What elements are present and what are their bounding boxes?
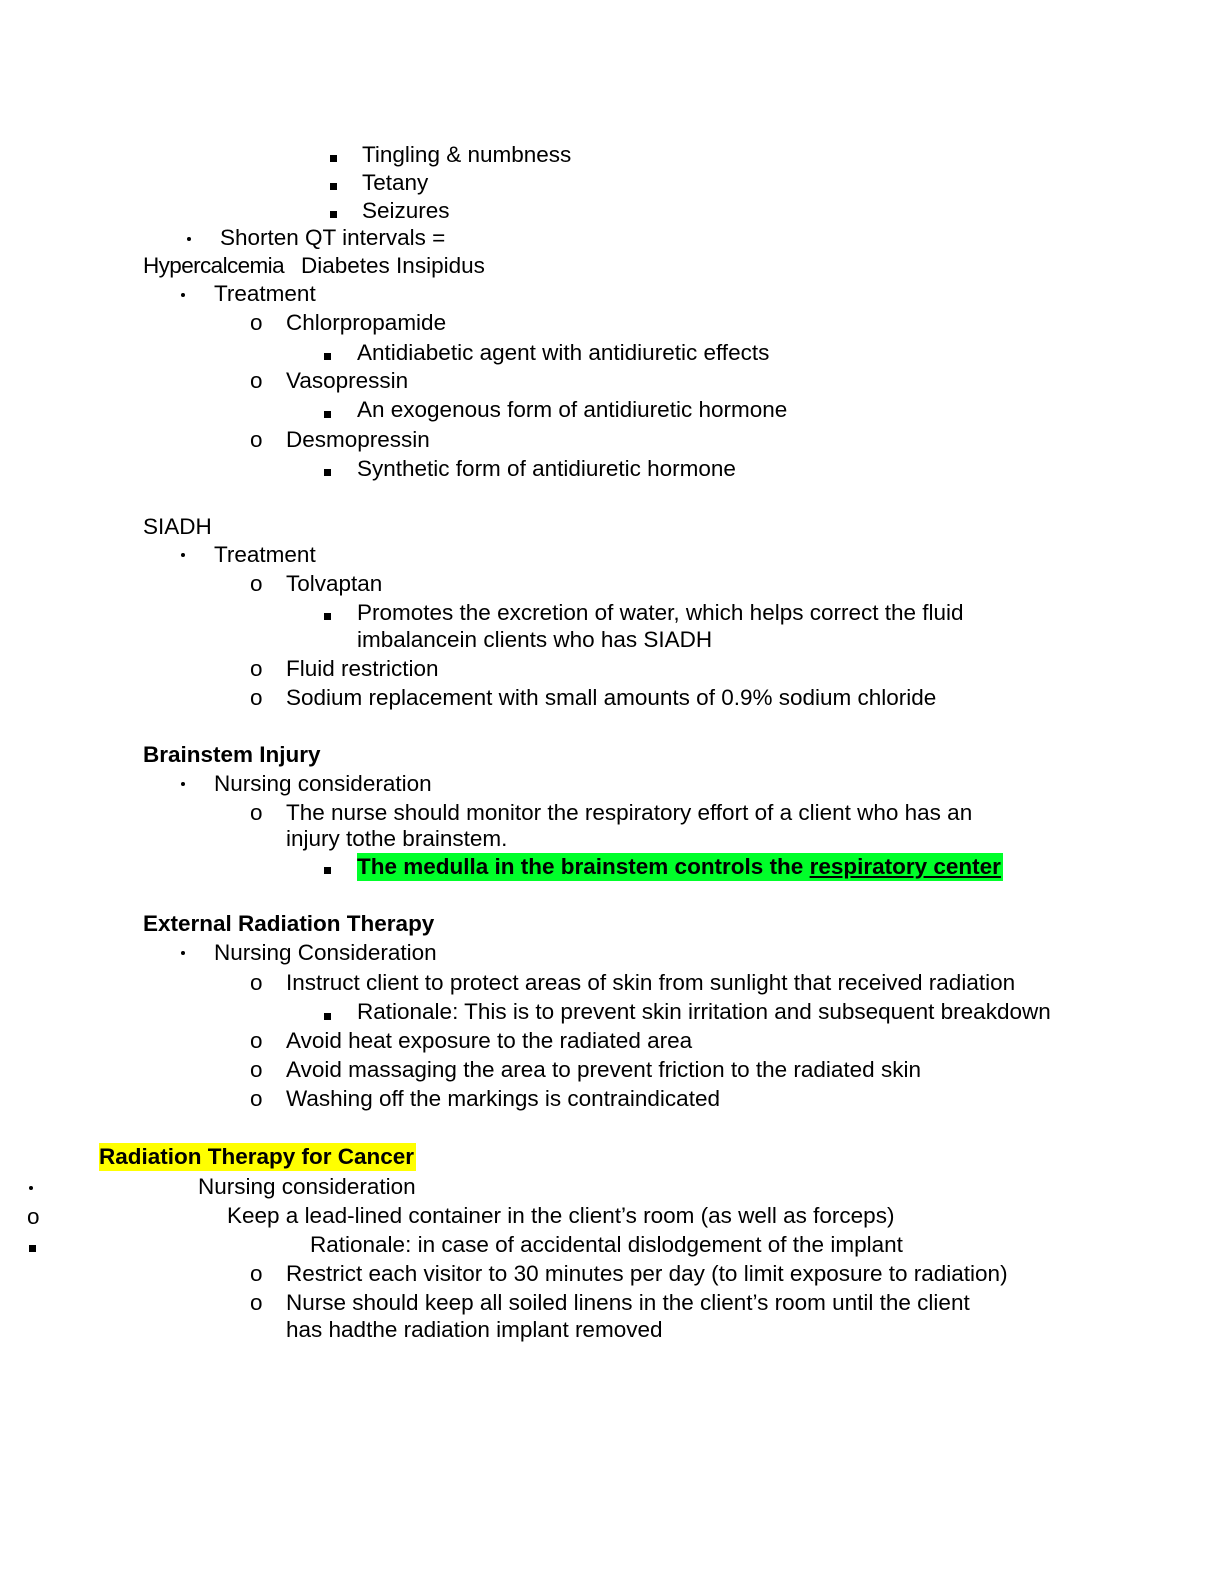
circle-bullet-icon: o xyxy=(250,1290,263,1315)
consideration-label: Nursing consideration xyxy=(198,1174,416,1199)
square-bullet-icon xyxy=(324,469,331,476)
list-item: Nurse should keep all soiled linens in the client’s room until the client xyxy=(286,1290,970,1315)
bullet-icon xyxy=(29,1186,33,1190)
bullet-icon xyxy=(187,237,191,241)
key-point-text: The medulla in the brainstem controls the xyxy=(357,854,810,879)
external-radiation-heading: External Radiation Therapy xyxy=(143,911,435,936)
list-item: Instruct client to protect areas of skin from sunlight that received radiation xyxy=(286,970,1016,995)
drug-note: Synthetic form of antidiuretic hormone xyxy=(357,456,736,481)
drug-name: Desmopressin xyxy=(286,427,430,452)
circle-bullet-icon: o xyxy=(250,427,263,452)
circle-bullet-icon: o xyxy=(250,1057,263,1082)
siadh-heading: SIADH xyxy=(143,514,212,539)
circle-bullet-icon: o xyxy=(250,1028,263,1053)
list-item: Keep a lead-lined container in the client’s room (as well as forceps) xyxy=(227,1203,895,1228)
drug-name: Chlorpropamide xyxy=(286,310,447,335)
circle-bullet-icon: o xyxy=(250,1261,263,1286)
drug-note: Promotes the excretion of water, which helps correct the fluid xyxy=(357,600,964,625)
bullet-icon xyxy=(181,553,185,557)
square-bullet-icon xyxy=(324,411,331,418)
square-bullet-icon xyxy=(330,183,337,190)
square-bullet-icon xyxy=(324,353,331,360)
list-item: Seizures xyxy=(362,198,450,223)
bullet-icon xyxy=(181,782,185,786)
qt-interval-line: Shorten QT intervals = xyxy=(220,225,446,250)
key-point-term: respiratory center xyxy=(809,854,1001,879)
circle-bullet-icon: o xyxy=(27,1204,40,1229)
circle-bullet-icon: o xyxy=(250,571,263,596)
list-item: Avoid massaging the area to prevent friction to the radiated skin xyxy=(286,1057,921,1082)
list-item: Sodium replacement with small amounts of 0.9% sodium chloride xyxy=(286,685,937,710)
circle-bullet-icon: o xyxy=(250,970,263,995)
square-bullet-icon xyxy=(324,1013,331,1020)
rationale: Rationale: This is to prevent skin irritation and subsequent breakdown xyxy=(357,999,1051,1024)
drug-name: Tolvaptan xyxy=(286,571,383,596)
di-treatment-label: Treatment xyxy=(214,281,316,306)
drug-note: An exogenous form of antidiuretic hormone xyxy=(357,397,788,422)
circle-bullet-icon: o xyxy=(250,685,263,710)
circle-bullet-icon: o xyxy=(250,800,263,825)
consideration-label: Nursing Consideration xyxy=(214,940,437,965)
drug-note-continued: imbalancein clients who has SIADH xyxy=(357,627,713,652)
list-item: Tingling & numbness xyxy=(362,142,572,167)
square-bullet-icon xyxy=(324,867,331,874)
circle-bullet-icon: o xyxy=(250,368,263,393)
list-item: Washing off the markings is contraindicated xyxy=(286,1086,720,1111)
circle-bullet-icon: o xyxy=(250,1086,263,1111)
square-bullet-icon xyxy=(324,613,331,620)
key-point-highlight xyxy=(357,853,1003,881)
brainstem-heading: Brainstem Injury xyxy=(143,742,321,767)
list-item: Fluid restriction xyxy=(286,656,439,681)
hypercalcemia-label: Hypercalcemia xyxy=(143,253,284,278)
list-item-continued: has hadthe radiation implant removed xyxy=(286,1317,663,1342)
rationale: Rationale: in case of accidental dislodgement of the implant xyxy=(310,1232,903,1257)
square-bullet-icon xyxy=(29,1245,36,1252)
list-item: The nurse should monitor the respiratory effort of a client who has an xyxy=(286,800,973,825)
list-item: Restrict each visitor to 30 minutes per day (to limit exposure to radiation) xyxy=(286,1261,1008,1286)
siadh-treatment-label: Treatment xyxy=(214,542,316,567)
drug-note: Antidiabetic agent with antidiuretic effects xyxy=(357,340,770,365)
bullet-icon xyxy=(181,293,185,297)
circle-bullet-icon: o xyxy=(250,310,263,335)
list-item-continued: injury tothe brainstem. xyxy=(286,826,508,851)
cancer-radiation-heading: Radiation Therapy for Cancer xyxy=(99,1144,415,1169)
square-bullet-icon xyxy=(330,155,337,162)
diabetes-insipidus-heading: Diabetes Insipidus xyxy=(301,253,485,278)
consideration-label: Nursing consideration xyxy=(214,771,432,796)
bullet-icon xyxy=(181,951,185,955)
square-bullet-icon xyxy=(330,211,337,218)
drug-name: Vasopressin xyxy=(286,368,409,393)
circle-bullet-icon: o xyxy=(250,656,263,681)
list-item: Tetany xyxy=(362,170,429,195)
list-item: Avoid heat exposure to the radiated area xyxy=(286,1028,693,1053)
